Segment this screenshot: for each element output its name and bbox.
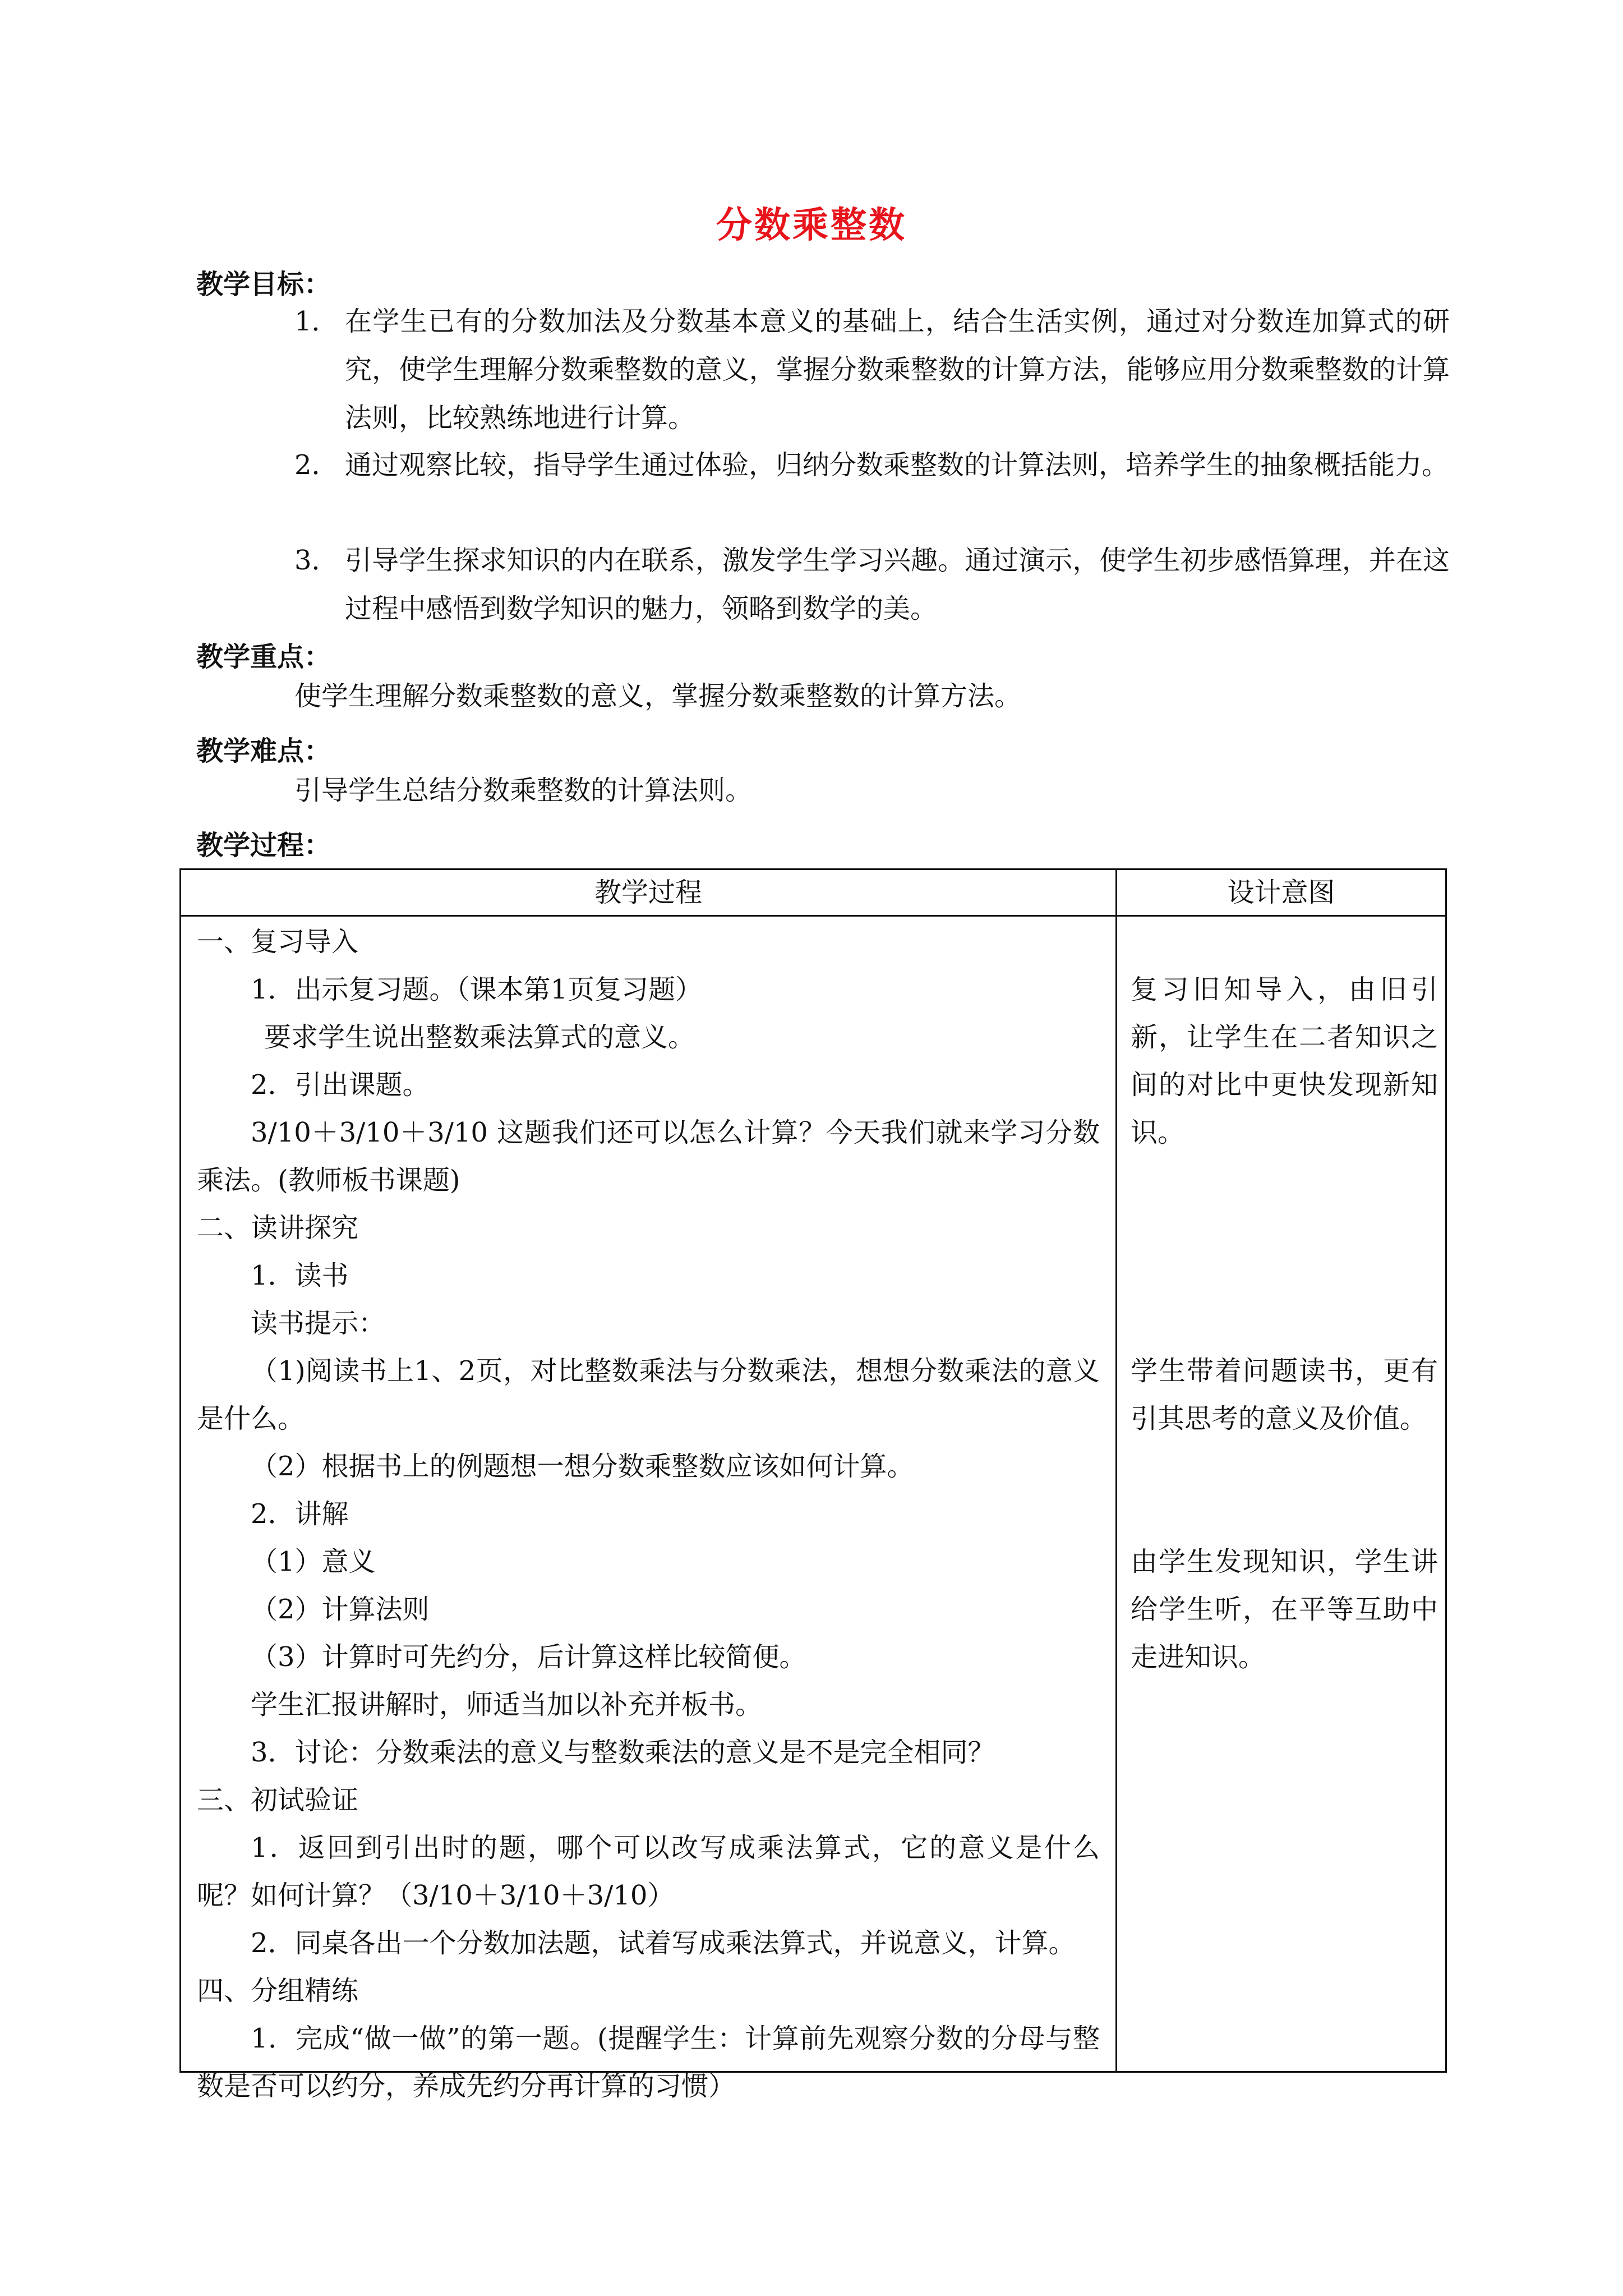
document-title: 分数乘整数 [716,204,907,246]
header-process: 教学过程 [594,877,702,908]
process-line: （3）计算时可先约分，后计算这样比较简便。 [251,1641,806,1673]
process-line: （1）意义 [251,1546,376,1577]
goal-item [294,441,1450,489]
goal-item [294,536,1450,633]
process-line: 1．返回到引出时的题，哪个可以改写成乘法算式，它的意义是什么呢？如何计算？（3/10＋3/10＋3/10） [197,1832,1100,1911]
header-intent: 设计意图 [1227,877,1335,908]
process-line: 学生汇报讲解时，师适当加以补充并板书。 [251,1689,763,1720]
goal-item [294,297,1450,442]
process-line: 2．同桌各出一个分数加法题，试着写成乘法算式，并说意义，计算。 [251,1927,1076,1959]
difficulty-text: 引导学生总结分数乘整数的计算法则。 [294,775,753,806]
intent-note: 学生带着问题读书，更有引其思考的意义及价值。 [1131,1355,1438,1434]
goal-text: 通过观察比较，指导学生通过体验，归纳分数乘整数的计算法则，培养学生的抽象概括能力。 [345,449,1449,481]
goal-text: 在学生已有的分数加法及分数基本意义的基础上，结合生活实例，通过对分数连加算式的研究，使学生理解分数乘整数的意义，掌握分数乘整数的计算方法，能够应用分数乘整数的计算法则，比较熟练地进行计算。 [345,306,1450,434]
process-line: 读书提示： [251,1308,386,1339]
process-line: 1．读书 [251,1260,349,1291]
intent-note: 复习旧知导入，由旧引新，让学生在二者知识之间的对比中更快发现新知识。 [1131,974,1438,1148]
process-line: （2）计算法则 [251,1594,430,1625]
process-column [197,918,1100,2110]
difficulty-heading: 教学难点： [196,735,331,767]
goal-number: 1． [294,306,339,337]
key-heading: 教学重点： [196,641,331,673]
goal-text: 引导学生探求知识的内在联系，激发学生学习兴趣。通过演示，使学生初步感悟算理，并在这过程中感悟到数学知识的魅力，领略到数学的美。 [345,545,1450,624]
process-line: 1．出示复习题。（课本第1页复习题） [251,974,703,1005]
process-line: 2．讲解 [251,1498,349,1530]
intent-note: 由学生发现知识，学生讲给学生听，在平等互助中走进知识。 [1131,1546,1438,1673]
section-heading: 二、读讲探究 [197,1212,359,1244]
process-line: （2）根据书上的例题想一想分数乘整数应该如何计算。 [251,1451,914,1482]
process-line: （1)阅读书上1、2页，对比整数乘法与分数乘法，想想分数乘法的意义是什么。 [197,1355,1100,1434]
goal-number: 3． [294,545,339,576]
process-table [179,868,1447,2102]
section-heading: 四、分组精练 [197,1975,359,2007]
process-line: 3．讨论：分数乘法的意义与整数乘法的意义是不是完全相同？ [251,1737,995,1768]
process-line: 3/10＋3/10＋3/10 这题我们还可以怎么计算？今天我们就来学习分数乘法。(教师板书课题) [197,1117,1100,1196]
column-divider [1115,870,1117,2071]
process-line: 2．引出课题。 [251,1069,430,1101]
goals-heading: 教学目标： [196,269,331,300]
header-divider [181,915,1445,917]
goal-number: 2． [294,449,339,481]
process-line: 要求学生说出整数乘法算式的意义。 [264,1022,695,1053]
section-heading: 一、复习导入 [197,926,359,958]
section-heading: 三、初试验证 [197,1784,359,1816]
process-heading: 教学过程： [196,830,331,861]
process-line: 1．完成“做一做”的第一题。(提醒学生：计算前先观察分数的分母与整数是否可以约分，养成先约分再计算的习惯） [197,2023,1100,2102]
key-text: 使学生理解分数乘整数的意义，掌握分数乘整数的计算方法。 [294,680,1022,712]
